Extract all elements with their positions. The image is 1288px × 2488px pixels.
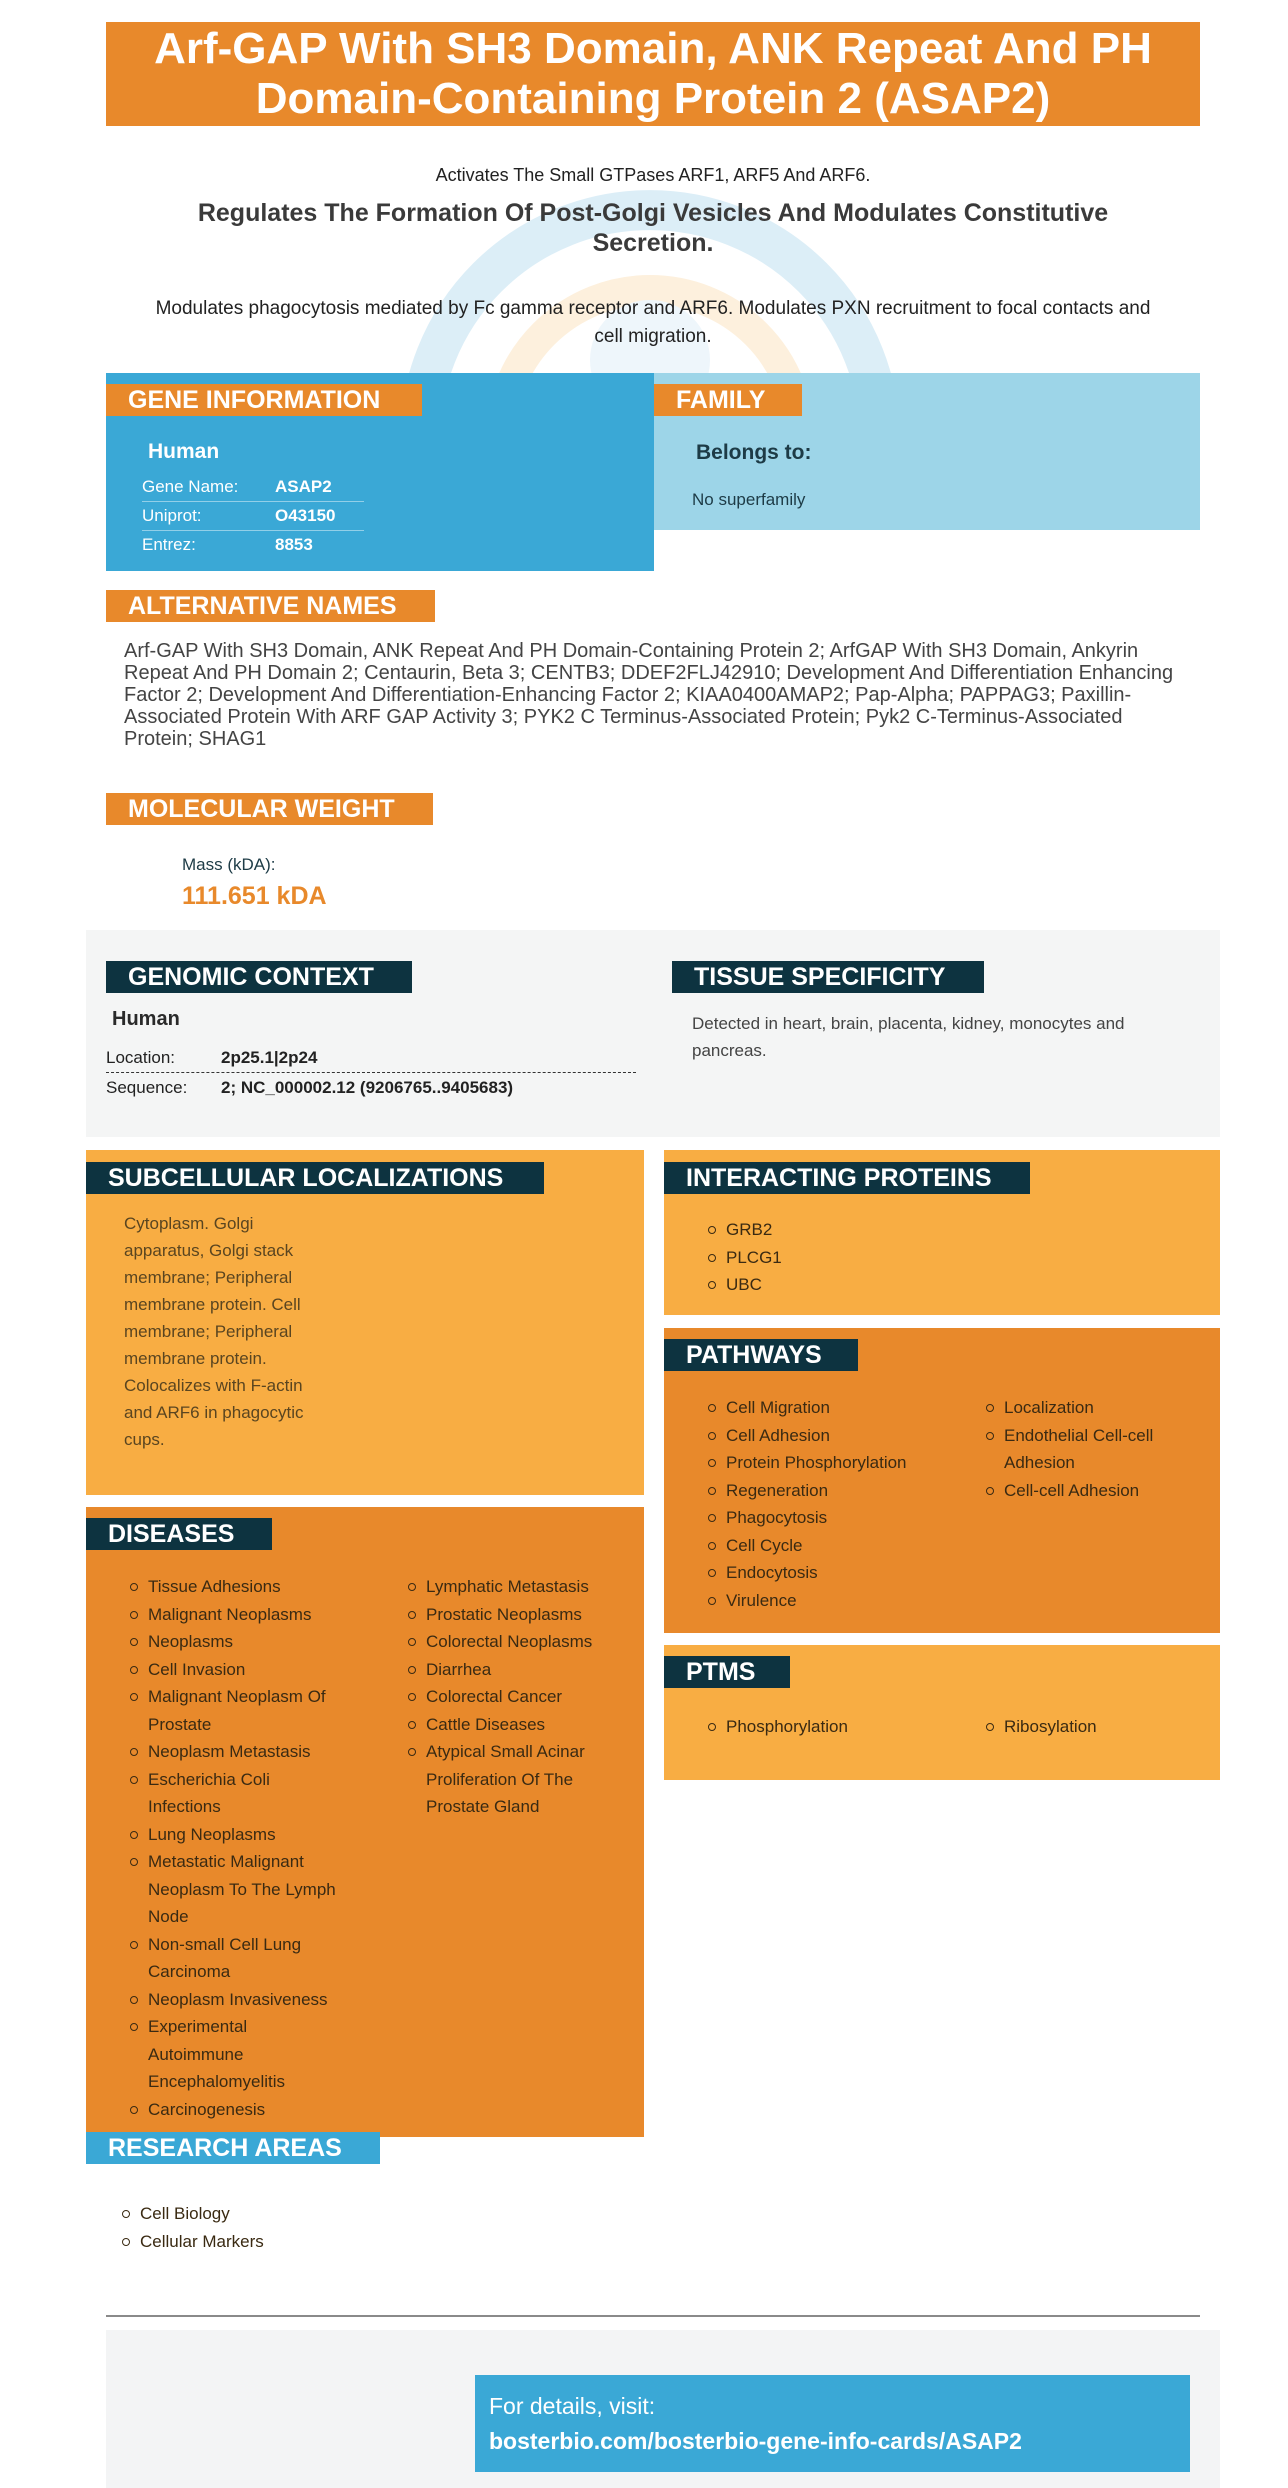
list-item: Lymphatic Metastasis	[406, 1573, 606, 1601]
gene-species: Human	[148, 440, 220, 463]
gene-info-table	[142, 473, 364, 559]
list-item: Endothelial Cell-cell Adhesion	[984, 1422, 1184, 1477]
list-item: Neoplasms	[128, 1628, 343, 1656]
list-item: UBC	[706, 1271, 782, 1299]
list-item: Colorectal Cancer	[406, 1683, 606, 1711]
interacting-proteins-list	[706, 1216, 782, 1299]
list-item: Cell-cell Adhesion	[984, 1477, 1184, 1505]
research-areas-heading: RESEARCH AREAS	[86, 2132, 380, 2164]
ptms-list-col2	[984, 1713, 1184, 1741]
list-item: Phosphorylation	[706, 1713, 946, 1741]
subcellular-heading: SUBCELLULAR LOCALIZATIONS	[86, 1162, 544, 1194]
diseases-heading: DISEASES	[86, 1518, 272, 1550]
genomic-sequence-row	[106, 1074, 636, 1102]
list-item: Virulence	[706, 1587, 946, 1615]
details-link-box[interactable]	[475, 2375, 1190, 2472]
gene-information-heading: GENE INFORMATION	[106, 384, 422, 416]
list-item: Lung Neoplasms	[128, 1821, 343, 1849]
interacting-proteins-heading: INTERACTING PROTEINS	[664, 1162, 1030, 1194]
footer-divider	[106, 2315, 1200, 2317]
genomic-context-heading: GENOMIC CONTEXT	[106, 961, 412, 993]
list-item: Colorectal Neoplasms	[406, 1628, 606, 1656]
list-item: Phagocytosis	[706, 1504, 946, 1532]
list-item: Neoplasm Invasiveness	[128, 1986, 343, 2014]
list-item: Neoplasm Metastasis	[128, 1738, 343, 1766]
list-item: Localization	[984, 1394, 1184, 1422]
pathways-heading: PATHWAYS	[664, 1339, 858, 1371]
diseases-list-col1	[128, 1573, 343, 2123]
gene-key: Entrez:	[142, 535, 196, 554]
list-item: Diarrhea	[406, 1656, 606, 1684]
gene-value: O43150	[275, 506, 336, 525]
interacting-proteins-panel	[664, 1150, 1220, 1315]
research-areas-list	[120, 2200, 264, 2255]
gene-key: Gene Name:	[142, 477, 239, 496]
mass-value: 111.651 kDA	[182, 882, 327, 910]
pathways-list-col1	[706, 1394, 946, 1614]
list-item: Cell Adhesion	[706, 1422, 946, 1450]
alternative-names-heading: ALTERNATIVE NAMES	[106, 590, 435, 622]
gene-row-entrez	[142, 531, 364, 559]
ptms-list-col1	[706, 1713, 946, 1741]
list-item: Protein Phosphorylation	[706, 1449, 946, 1477]
list-item: Tissue Adhesions	[128, 1573, 343, 1601]
list-item: Ribosylation	[984, 1713, 1184, 1741]
page-title: Arf-GAP With SH3 Domain, ANK Repeat And PH Domain-Containing Protein 2 (ASAP2)	[106, 22, 1200, 126]
genomic-location-value: 2p25.1|2p24	[221, 1048, 318, 1067]
genomic-sequence-key: Sequence:	[106, 1078, 188, 1097]
list-item: Cell Biology	[120, 2200, 264, 2228]
list-item: Carcinogenesis	[128, 2096, 343, 2124]
list-item: Metastatic Malignant Neoplasm To The Lymph Node	[128, 1848, 343, 1931]
details-label: For details, visit:	[489, 2393, 656, 2419]
pathways-panel	[664, 1328, 1220, 1633]
family-heading: FAMILY	[654, 384, 802, 416]
details-url-link[interactable]: bosterbio.com/bosterbio-gene-info-cards/ASAP2	[489, 2428, 1022, 2454]
tissue-specificity-heading: TISSUE SPECIFICITY	[672, 961, 984, 993]
ptms-panel	[664, 1645, 1220, 1780]
list-item: Prostatic Neoplasms	[406, 1601, 606, 1629]
list-item: Cattle Diseases	[406, 1711, 606, 1739]
molecular-weight-heading: MOLECULAR WEIGHT	[106, 793, 433, 825]
pathways-list-col2	[984, 1394, 1184, 1504]
summary-line-2: Regulates The Formation Of Post-Golgi Vesicles And Modulates Constitutive Secretion.	[197, 199, 1109, 257]
family-value: No superfamily	[692, 490, 806, 509]
list-item: Malignant Neoplasms	[128, 1601, 343, 1629]
gene-row-name	[142, 473, 364, 502]
list-item: Malignant Neoplasm Of Prostate	[128, 1683, 343, 1738]
subcellular-text: Cytoplasm. Golgi apparatus, Golgi stack membrane; Peripheral membrane protein. Cell membrane; Peripheral membrane protein. Colocalizes with F-actin and ARF6 in phagocytic cups.	[124, 1214, 304, 1449]
genomic-sequence-value: 2; NC_000002.12 (9206765..9405683)	[221, 1078, 514, 1097]
ptms-heading: PTMS	[664, 1656, 790, 1688]
list-item: GRB2	[706, 1216, 782, 1244]
list-item: Atypical Small Acinar Proliferation Of The Prostate Gland	[406, 1738, 606, 1821]
gene-row-uniprot	[142, 502, 364, 531]
diseases-list-col2	[406, 1573, 606, 1821]
summary-line-3: Modulates phagocytosis mediated by Fc gamma receptor and ARF6. Modulates PXN recruitment to focal contacts and cell migration.	[155, 298, 1151, 347]
family-panel	[654, 373, 1200, 530]
gene-information-panel	[106, 373, 654, 571]
alternative-names-text: Arf-GAP With SH3 Domain, ANK Repeat And PH Domain-Containing Protein 2; ArfGAP With SH3 Domain, Ankyrin Repeat And PH Domain 2; Centaurin, Beta 3; CENTB3; DDEF2FLJ42910; Development And Differentiation Enhancing Factor 2; Development And Differentiation-Enhancing Factor 2; KIAA0400AMAP2; Pap-Alpha; PAPPAG3; Paxillin-Associated Protein With ARF GAP Activity 3; PYK2 C Terminus-Associated Protein; Pyk2 C-Terminus-Associated Protein; SHAG1	[124, 640, 1174, 750]
genomic-species: Human	[112, 1008, 180, 1030]
gene-value: 8853	[275, 535, 313, 554]
list-item: Regeneration	[706, 1477, 946, 1505]
genomic-location-key: Location:	[106, 1048, 175, 1067]
list-item: Cell Cycle	[706, 1532, 946, 1560]
tissue-specificity-text: Detected in heart, brain, placenta, kidney, monocytes and pancreas.	[692, 1014, 1125, 1060]
family-belongs-label: Belongs to:	[696, 441, 812, 464]
gene-key: Uniprot:	[142, 506, 202, 525]
list-item: PLCG1	[706, 1244, 782, 1272]
list-item: Cellular Markers	[120, 2228, 264, 2256]
list-item: Non-small Cell Lung Carcinoma	[128, 1931, 343, 1986]
gene-value: ASAP2	[275, 477, 332, 496]
mass-label: Mass (kDA):	[182, 855, 276, 874]
summary-line-1: Activates The Small GTPases ARF1, ARF5 And ARF6.	[435, 165, 871, 185]
list-item: Endocytosis	[706, 1559, 946, 1587]
list-item: Escherichia Coli Infections	[128, 1766, 343, 1821]
list-item: Cell Migration	[706, 1394, 946, 1422]
genomic-location-row	[106, 1044, 636, 1073]
subcellular-panel	[86, 1150, 644, 1495]
list-item: Cell Invasion	[128, 1656, 343, 1684]
list-item: Experimental Autoimmune Encephalomyelitis	[128, 2013, 343, 2096]
diseases-panel	[86, 1507, 644, 2137]
